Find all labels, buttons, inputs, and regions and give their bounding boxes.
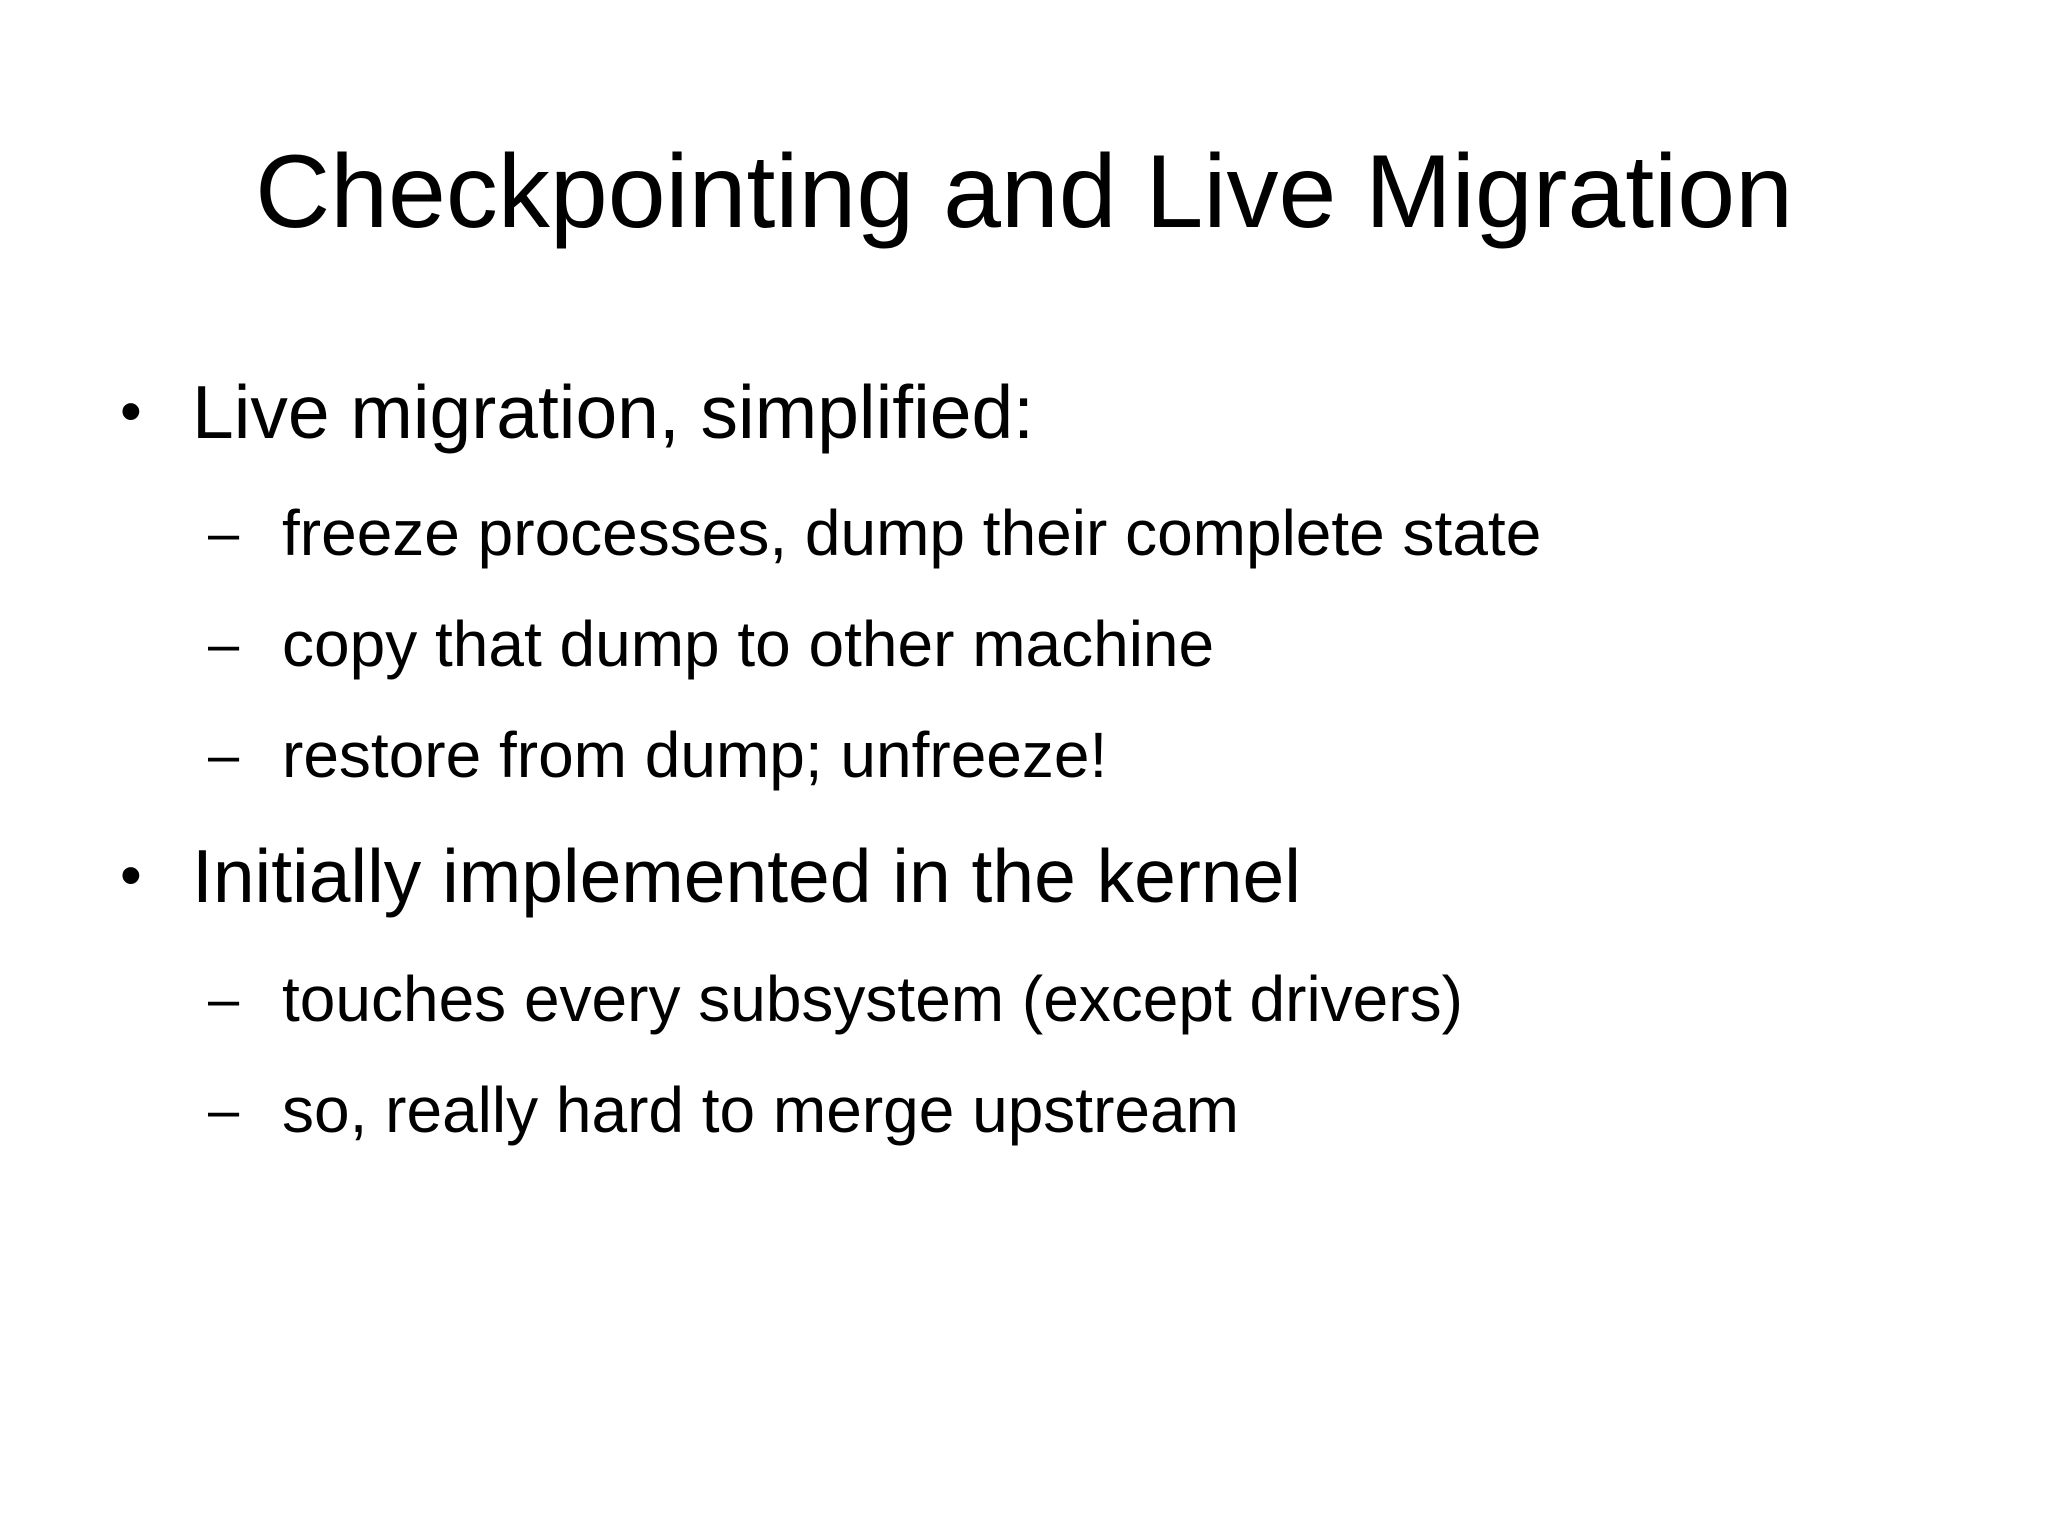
sub-bullet-text: touches every subsystem (except drivers) [282,963,1463,1035]
sub-bullet-text: copy that dump to other machine [282,608,1215,680]
bullet-marker: • [120,841,142,910]
sub-bullet-text: restore from dump; unfreeze! [282,719,1108,791]
bullet-text: Live migration, simplified: [192,370,1034,454]
sub-bullet-marker: – [208,967,240,1030]
sub-bullet-marker: – [208,723,240,786]
sub-bullet-marker: – [208,1078,240,1141]
slide-title: Checkpointing and Live Migration [255,134,1793,250]
bullet-text: Initially implemented in the kernel [192,834,1301,918]
bullet-marker: • [120,377,142,446]
sub-bullet-marker: – [208,612,240,675]
sub-bullet-marker: – [208,501,240,564]
sub-bullet-text: so, really hard to merge upstream [282,1074,1239,1146]
sub-bullet-text: freeze processes, dump their complete state [282,497,1542,569]
